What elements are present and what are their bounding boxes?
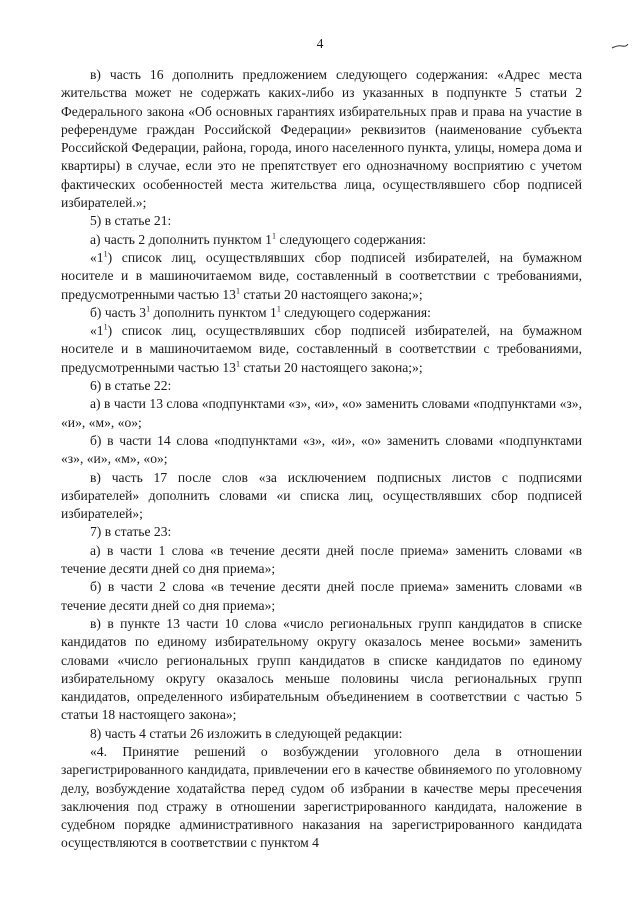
corner-pen-mark xyxy=(610,36,630,52)
paragraph-21b-quote: «$1^1$) список лиц, осуществлявших сбор подписей избирателей, на бумажном носителе и в машиночитаемом виде, составленный в соответствии с требованиями, предусмотренными частью $13^1$ статьи 20 настоящего закона;»; xyxy=(61,322,582,375)
paragraph-22b: б) в части 14 слова «подпунктами «з», «и», «о» заменить словами «подпунктами «з», «и», «м», «о»; xyxy=(61,432,582,467)
paragraph-article-22: 6) в статье 22: xyxy=(90,378,172,394)
paragraph-23b: б) в части 2 слова «в течение десяти дней после приема» заменить словами «в течение десяти дней со дня приема»; xyxy=(61,579,582,613)
paragraph-26-4: «4. Принятие решений о возбуждении уголовного дела в отношении зарегистрированного кандидата, привлечении его в качестве обвиняемого по уголовному делу, возбуждение ходатайства перед судом об избрании в качестве меры пресечения заключения под стражу в отношении зарегистрированного кандидата, наложение в судебном порядке административного наказания на зарегистрированного кандидата осуществляются в соответствии с пунктом 4 xyxy=(61,743,582,851)
paragraph-article-21: 5) в статье 21: xyxy=(90,213,172,229)
page-number: 4 xyxy=(316,36,324,51)
paragraph-21a: а) часть 2 дополнить пунктом $1^1$ следующего содержания: xyxy=(90,231,427,247)
paragraph-22a: а) в части 13 слова «подпунктами «з», «и», «о» заменить словами «подпунктами «з», «и», «м», «о»; xyxy=(61,396,582,430)
paragraph-article-23: 7) в статье 23: xyxy=(90,524,172,540)
paragraph-22v: в) часть 17 после слов «за исключением подписных листов с подписями избирателей» дополнить словами «и списка лиц, осуществлявших сбор подписей избирателей»; xyxy=(61,469,582,522)
paragraph-23v: в) в пункте 13 части 10 слова «число региональных групп кандидатов в списке кандидатов по единому избирательному округу оказалось менее восьми» заменить словами «число региональных групп кандидатов в списке кандидатов по единому избирательному округу оказалось меньше половины числа региональных групп кандидатов, определенного избирательным объединением в соответствии с частью 5 статьи 18 настоящего закона»; xyxy=(61,615,582,723)
document-body xyxy=(61,66,582,853)
paragraph-23a: а) в части 1 слова «в течение десяти дней после приема» заменить словами «в течение десяти дней со дня приема»; xyxy=(61,542,582,577)
paragraph-21a-quote: «$1^1$) список лиц, осуществлявших сбор подписей избирателей, на бумажном носителе и в машиночитаемом виде, составленный в соответствии с требованиями, предусмотренными частью $13^1$ статьи 20 настоящего закона;»; xyxy=(61,249,582,302)
paragraph-21b: б) часть $3^1$ дополнить пунктом $1^1$ следующего содержания: xyxy=(90,304,431,320)
paragraph-article-26: 8) часть 4 статьи 26 изложить в следующей редакции: xyxy=(90,725,403,741)
paragraph-16v: в) часть 16 дополнить предложением следующего содержания: «Адрес места жительства может не содержать каких-либо из указанных в подпункте 5 статьи 2 Федерального закона «Об основных гарантиях избирательных прав и права на участие в референдуме граждан Российской Федерации» реквизитов (наименование субъекта Российской Федерации, района, города, иного населенного пункта, улицы, номера дома и квартиры) в случае, если это не препятствует его однозначному восприятию с учетом фактических особенностей места жительства лица, осуществлявшего сбор подписей избирателей.»; xyxy=(61,67,582,211)
